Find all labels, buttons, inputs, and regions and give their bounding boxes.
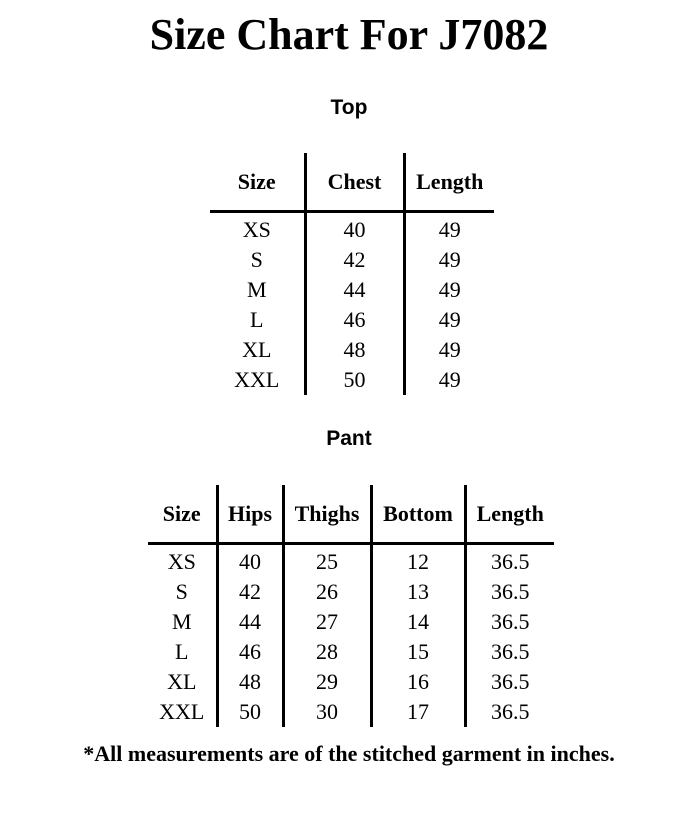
column-header-chest: Chest (305, 153, 404, 212)
size-cell: L (175, 639, 189, 664)
hips-cell: 40 (217, 544, 283, 578)
hips-cell: 50 (217, 697, 283, 727)
size-cell: S (175, 579, 188, 604)
length-cell: 49 (404, 335, 494, 365)
bottom-cell: 17 (371, 697, 465, 727)
size-cell: XS (242, 217, 271, 242)
bottom-cell: 14 (371, 607, 465, 637)
bottom-cell: 15 (371, 637, 465, 667)
column-header-thighs: Thighs (283, 485, 371, 544)
chest-cell: 44 (305, 275, 404, 305)
length-cell: 49 (404, 212, 494, 246)
size-cell: XL (167, 669, 197, 694)
thighs-cell: 27 (283, 607, 371, 637)
thighs-cell: 30 (283, 697, 371, 727)
bottom-cell: 16 (371, 667, 465, 697)
table-row (148, 637, 554, 667)
table-row (210, 365, 494, 395)
pant-size-table (148, 485, 554, 727)
hips-cell: 46 (217, 637, 283, 667)
chest-cell: 40 (305, 212, 404, 246)
table-row (148, 667, 554, 697)
table-row (148, 544, 554, 578)
size-cell: M (171, 609, 192, 634)
pant-section-label: Pant (326, 427, 372, 450)
bottom-cell: 13 (371, 577, 465, 607)
hips-cell: 48 (217, 667, 283, 697)
length-cell: 36.5 (465, 667, 554, 697)
table-row (210, 335, 494, 365)
table-header-row (210, 153, 494, 212)
column-header-length: Length (465, 485, 554, 544)
column-header-size: Size (210, 153, 305, 212)
thighs-cell: 29 (283, 667, 371, 697)
length-cell: 36.5 (465, 697, 554, 727)
thighs-cell: 26 (283, 577, 371, 607)
table-header-row (148, 485, 554, 544)
chest-cell: 50 (305, 365, 404, 395)
length-cell: 36.5 (465, 607, 554, 637)
column-header-length: Length (404, 153, 494, 212)
top-size-table (210, 153, 494, 395)
column-header-hips: Hips (217, 485, 283, 544)
length-cell: 36.5 (465, 544, 554, 578)
length-cell: 36.5 (465, 637, 554, 667)
length-cell: 36.5 (465, 577, 554, 607)
chest-cell: 46 (305, 305, 404, 335)
size-cell: L (250, 307, 264, 332)
table-row (148, 607, 554, 637)
size-cell: XXL (159, 699, 205, 724)
thighs-cell: 28 (283, 637, 371, 667)
length-cell: 49 (404, 365, 494, 395)
page-title: Size Chart For J7082 (149, 10, 549, 59)
top-section-label: Top (330, 96, 368, 119)
chest-cell: 48 (305, 335, 404, 365)
column-header-bottom: Bottom (371, 485, 465, 544)
table-row (210, 305, 494, 335)
table-row (210, 245, 494, 275)
column-header-size: Size (148, 485, 217, 544)
chest-cell: 42 (305, 245, 404, 275)
table-row (210, 275, 494, 305)
thighs-cell: 25 (283, 544, 371, 578)
size-cell: XS (167, 549, 196, 574)
table-row (210, 212, 494, 246)
size-cell: XXL (234, 367, 280, 392)
size-cell: S (250, 247, 263, 272)
hips-cell: 44 (217, 607, 283, 637)
table-row (148, 697, 554, 727)
length-cell: 49 (404, 245, 494, 275)
size-cell: M (246, 277, 267, 302)
length-cell: 49 (404, 305, 494, 335)
bottom-cell: 12 (371, 544, 465, 578)
hips-cell: 42 (217, 577, 283, 607)
measurement-footnote: *All measurements are of the stitched garment in inches. (83, 741, 615, 766)
size-cell: XL (242, 337, 272, 362)
length-cell: 49 (404, 275, 494, 305)
table-row (148, 577, 554, 607)
